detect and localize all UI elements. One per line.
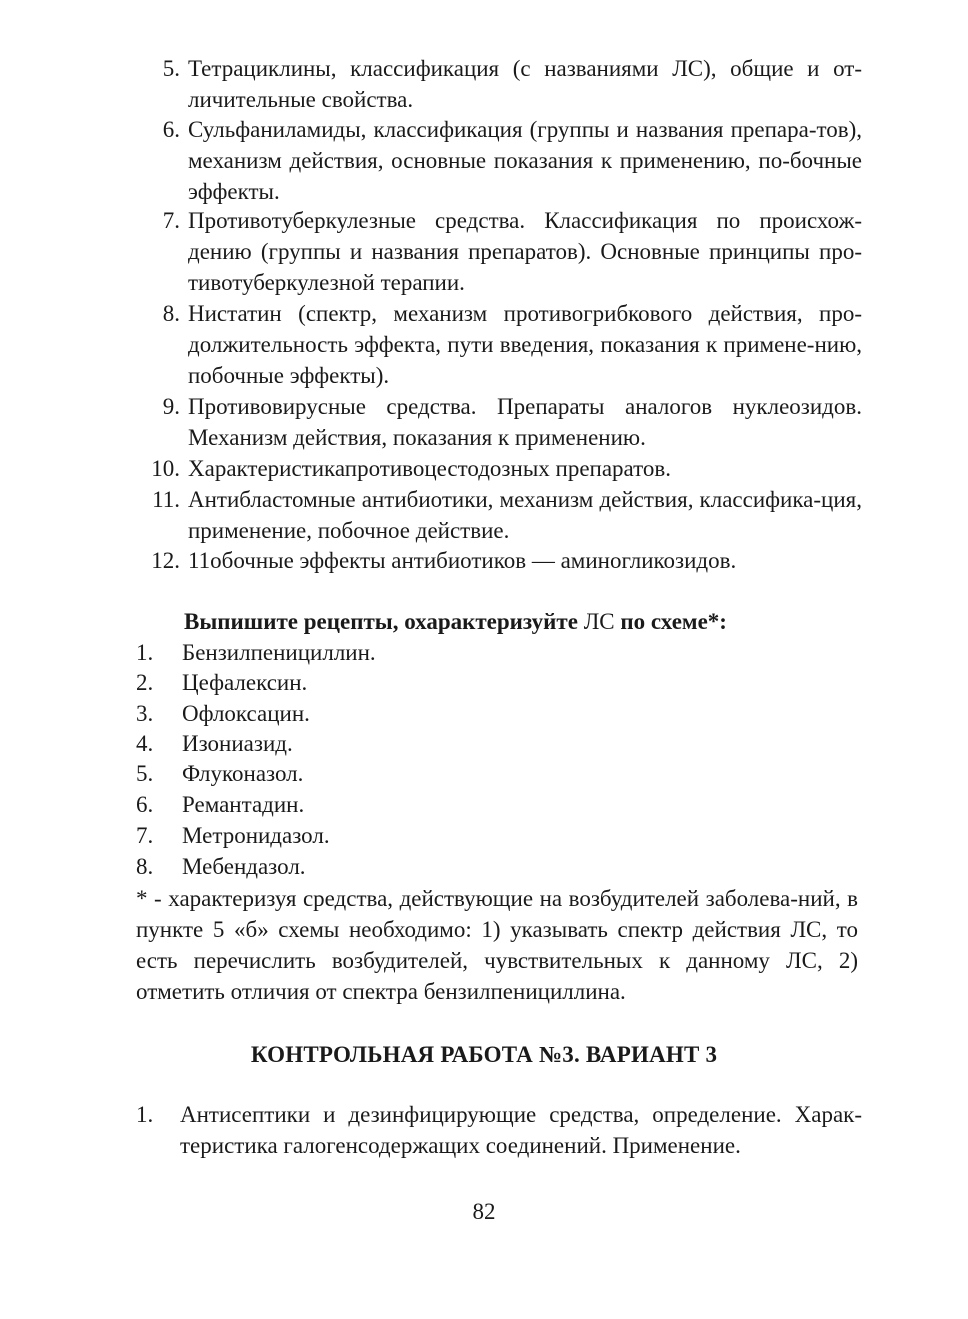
- prescription-item: [136, 728, 536, 759]
- prescription-text: Флуконазол.: [182, 761, 304, 786]
- prescription-item: [136, 698, 536, 729]
- question-item: [136, 53, 862, 115]
- prescriptions-heading-part2: ЛС: [583, 609, 615, 634]
- question-item: [136, 453, 862, 484]
- prescription-text: Ремантадин.: [182, 792, 305, 817]
- question-text: Тетрациклины, классификация (с названиями ЛС), общие и от-личительные свойства.: [188, 56, 862, 112]
- page-number: 82: [472, 1199, 496, 1224]
- question-number: 7.: [162, 208, 180, 233]
- prescription-text: Офлоксацин.: [182, 701, 310, 726]
- prescription-item: [136, 820, 536, 851]
- prescription-item: [136, 758, 536, 789]
- prescription-number: 3.: [136, 701, 154, 726]
- question-number: 10.: [151, 456, 180, 481]
- question-number: 6.: [162, 117, 180, 142]
- prescriptions-heading-part1: Выпишите рецепты, охарактеризуйте: [184, 609, 584, 634]
- prescription-item: [136, 789, 536, 820]
- question-text: Противовирусные средства. Препараты аналогов нуклеозидов. Механизм действия, показания к применению.: [188, 394, 862, 450]
- prescription-number: 4.: [136, 731, 154, 756]
- variant3-text: Антисептики и дезинфицирующие средства, определение. Харак-теристика галогенсодержащих соединений. Применение.: [180, 1102, 862, 1158]
- question-text: Антибластомные антибиотики, механизм действия, классифика-ция, применение, побочное действие.: [188, 487, 862, 543]
- question-item: [136, 205, 862, 298]
- prescription-text: Бензилпенициллин.: [182, 640, 376, 665]
- question-item: [136, 391, 862, 453]
- question-number: 8.: [162, 301, 180, 326]
- question-text: 11обочные эффекты антибиотиков — аминогликозидов.: [188, 548, 737, 573]
- prescription-number: 6.: [136, 792, 154, 817]
- prescription-item: [136, 637, 536, 668]
- prescription-item: [136, 667, 536, 698]
- question-text: Характеристикапротивоцестодозных препаратов.: [188, 456, 672, 481]
- footnote: * - характеризуя средства, действующие на возбудителей заболева-ний, в пункте 5 «б» схемы необходимо: 1) указывать спектр действия ЛС, то есть перечислить возбудителей, чувствительных к данному ЛС, 2) отметить отличия от спектра бензилпенициллина.: [136, 886, 858, 1004]
- prescription-number: 5.: [136, 761, 154, 786]
- prescription-number: 7.: [136, 823, 154, 848]
- prescriptions-heading: [184, 606, 727, 637]
- question-text: Нистатин (спектр, механизм противогрибкового действия, про-должительность эффекта, пути введения, показания к примене-нию, побочные эффекты).: [188, 301, 862, 388]
- variant3-item: [136, 1099, 862, 1161]
- prescription-number: 1.: [136, 640, 154, 665]
- prescriptions-heading-part3: по схеме*:: [614, 609, 727, 634]
- question-number: 5.: [162, 56, 180, 81]
- question-number: 12.: [151, 548, 180, 573]
- prescription-number: 8.: [136, 854, 154, 879]
- prescription-item: [136, 851, 536, 882]
- variant3-number: 1.: [136, 1102, 154, 1127]
- prescription-text: Метронидазол.: [182, 823, 330, 848]
- prescription-text: Цефалексин.: [182, 670, 308, 695]
- section-title: КОНТРОЛЬНАЯ РАБОТА №3. ВАРИАНТ 3: [250, 1042, 718, 1067]
- question-item: [136, 484, 862, 546]
- question-text: Противотуберкулезные средства. Классификация по происхож-дению (группы и названия препаратов). Основные принципы про-тивотуберкулезной терапии.: [188, 208, 862, 295]
- question-number: 9.: [162, 394, 180, 419]
- prescription-number: 2.: [136, 670, 154, 695]
- question-item: [136, 545, 862, 576]
- question-item: [136, 298, 862, 391]
- question-number: 11.: [152, 487, 180, 512]
- prescription-text: Изониазид.: [182, 731, 293, 756]
- prescription-text: Мебендазол.: [182, 854, 306, 879]
- question-item: [136, 114, 862, 207]
- question-text: Сульфаниламиды, классификация (группы и названия препара-тов), механизм действия, основные показания к применению, по-бочные эффекты.: [188, 117, 862, 204]
